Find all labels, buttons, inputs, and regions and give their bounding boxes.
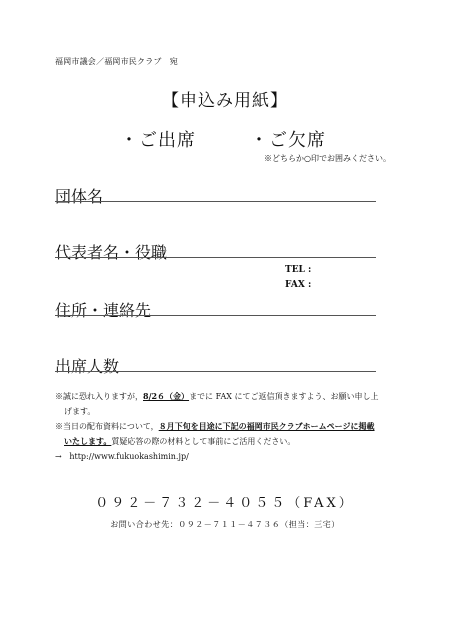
form-title: 【申込み用紙】 (162, 91, 288, 111)
option-absent[interactable]: ・ご欠席 (250, 130, 326, 151)
representative-field[interactable] (55, 257, 376, 258)
address-label: 住所・連絡先 (55, 301, 152, 320)
homepage-link-row (55, 449, 395, 464)
homepage-link[interactable]: http://www.fukuokashimin.jp/ (69, 452, 189, 461)
attendees-label: 出席人数 (55, 357, 120, 376)
attendees-field[interactable] (55, 371, 376, 372)
circle-instruction: ※どちらか○印でお囲みください。 (264, 154, 391, 163)
note-materials-cont: いたします。質疑応答の際の材料として事前にご活用ください。 (64, 436, 296, 446)
tel-label: TEL : (285, 265, 312, 275)
deadline-date: 8/2６（金） (143, 391, 190, 401)
note-materials: ※当日の配布資料について，８月下旬を目途に下記の福岡市民クラブホームページに掲載 (55, 421, 375, 431)
fax-number: ０９２－７３２－４０５５（FAX） (95, 496, 355, 511)
note-deadline: ※誠に恐れ入りますが，8/2６（金）までに FAX にてご返信頂きますよう、お願い申し上 (55, 391, 379, 401)
fax-label: FAX : (285, 280, 312, 290)
option-attend[interactable]: ・ご出席 (120, 130, 196, 151)
arrow-icon: → (55, 452, 62, 461)
representative-label: 代表者名・役職 (55, 243, 168, 262)
organization-label: 団体名 (55, 187, 104, 206)
organization-field[interactable] (55, 201, 376, 202)
addressee: 福岡市議会／福岡市民クラブ 宛 (55, 57, 178, 66)
address-field[interactable] (55, 315, 376, 316)
contact-info: お問い合わせ先：０９２－７１１－４７３６（担当：三宅） (110, 520, 340, 529)
notes-section (55, 389, 395, 464)
note-deadline-cont: げます。 (64, 407, 96, 416)
